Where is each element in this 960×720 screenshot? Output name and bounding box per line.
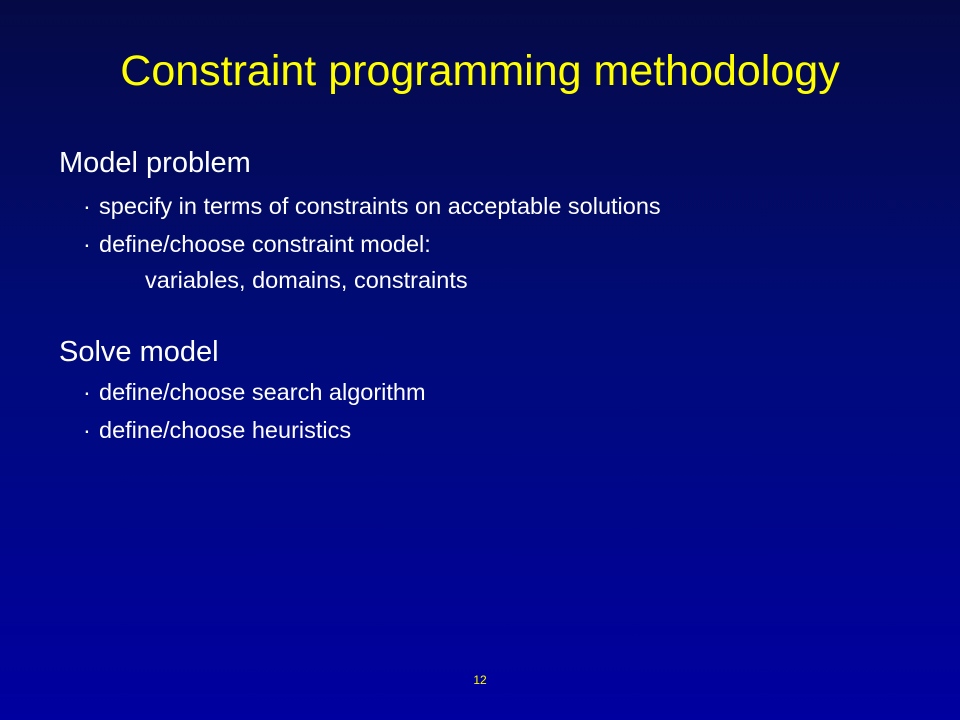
page-number: 12 xyxy=(473,673,487,687)
bullet-define-constraint-model xyxy=(83,229,431,259)
bullet-text: define/choose constraint model: xyxy=(99,231,431,257)
bullet-specify-constraints xyxy=(83,191,661,221)
section-heading-solve-model: Solve model xyxy=(59,336,219,368)
bullet-dot-icon: · xyxy=(83,231,91,257)
bullet-dot-icon: · xyxy=(83,193,91,219)
bullet-dot-icon: · xyxy=(83,379,91,405)
bullet-heuristics xyxy=(83,415,351,445)
bullet-text: specify in terms of constraints on acceptable solutions xyxy=(99,193,661,219)
bullet-text: define/choose search algorithm xyxy=(99,379,426,405)
model-components-line: variables, domains, constraints xyxy=(145,267,468,293)
slide-title: Constraint programming methodology xyxy=(120,47,840,95)
section-heading-model-problem: Model problem xyxy=(59,147,251,179)
bullet-dot-icon: · xyxy=(83,417,91,443)
bullet-search-algorithm xyxy=(83,377,426,407)
bullet-text: define/choose heuristics xyxy=(99,417,352,443)
